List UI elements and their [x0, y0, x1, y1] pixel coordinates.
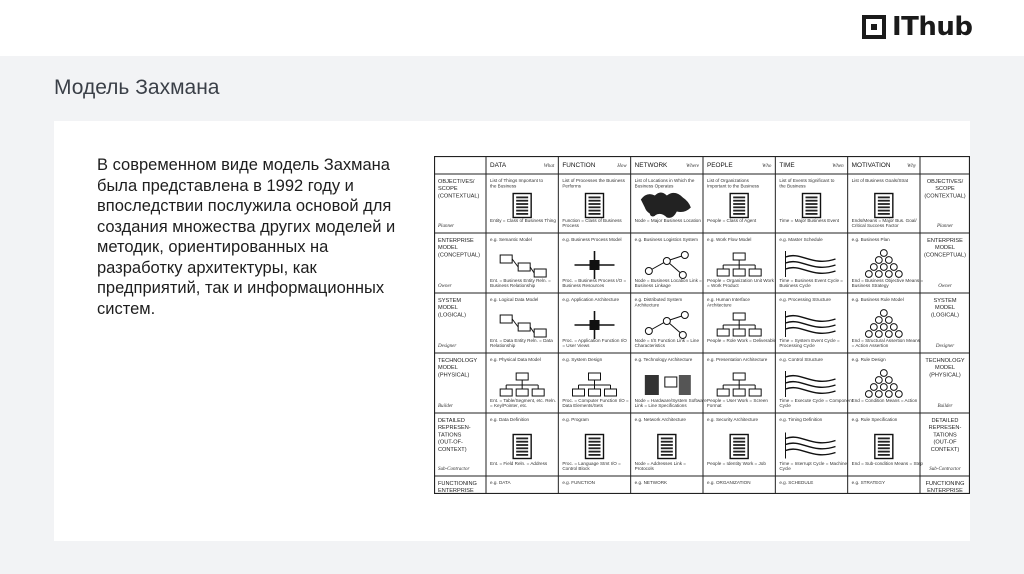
- cell-caption: Time = Execute Cycle = Component: [779, 398, 853, 403]
- cell-heading: e.g. System Design: [562, 357, 603, 362]
- row-label-right: MODEL: [935, 305, 955, 312]
- cell-heading: List of Things Important to: [490, 178, 544, 183]
- slide-title: Модель Захмана: [54, 76, 220, 99]
- row-label-left: (LOGICAL): [438, 312, 466, 319]
- cell-heading: e.g. Technology Architecture: [634, 357, 693, 362]
- cell-caption: Ent. = Business Entity Reln. =: [490, 278, 551, 283]
- cell-caption: Time = Major Business Event: [779, 218, 840, 223]
- column-question: Where: [686, 164, 699, 169]
- cell-caption: Node = Hardware/System Software: [634, 398, 707, 403]
- column-header-function: FUNCTION: [562, 162, 596, 169]
- cell-heading: e.g. Program: [562, 417, 589, 422]
- logo-square-icon: [862, 15, 886, 39]
- row-role: Planner: [438, 224, 455, 229]
- cell-caption: Critical Success Factor: [851, 223, 899, 229]
- row-role-right: Sub-Contractor: [929, 467, 961, 472]
- row-label-right: MODEL: [935, 245, 955, 252]
- row-label-right: DETAILED: [931, 418, 959, 424]
- row-label-left: MODEL: [438, 305, 458, 312]
- cell-heading: e.g. Business Logistics System: [634, 237, 698, 242]
- cell-caption: Ends/Means = Major Bus. Goal/: [851, 218, 917, 223]
- cell-diagram: [513, 435, 531, 459]
- row-role-right: Planner: [936, 224, 954, 229]
- row-label-left: TATIONS: [438, 432, 462, 439]
- cell-caption: Node = Business Location Link =: [634, 278, 702, 283]
- cell-caption: Proc. = Language Stmt I/O =: [562, 461, 621, 466]
- row-label-right: (LOGICAL): [931, 312, 959, 319]
- row-label-left: (PHYSICAL): [438, 372, 470, 379]
- cell-caption: Business Cycle: [779, 283, 811, 289]
- cell-caption: Format: [707, 403, 722, 409]
- zachman-framework-figure: [434, 156, 970, 494]
- row-label-right: (CONCEPTUAL): [924, 252, 966, 259]
- cell-heading: e.g. Semantic Model: [490, 237, 532, 242]
- cell-caption: Characteristics: [634, 343, 666, 349]
- brand-logo[interactable]: [862, 12, 973, 42]
- cell-caption: Node = Major Business Location: [634, 218, 701, 223]
- cell-caption: End = Structural Assertion Means: [851, 338, 920, 343]
- cell-caption: Time = Interrupt Cycle = Machine: [779, 461, 848, 466]
- cell-diagram: [875, 435, 893, 459]
- cell-caption: Time = Business Event Cycle =: [779, 278, 844, 283]
- cell-caption: Time = System Event Cycle =: [779, 338, 840, 343]
- row-label-right: TATIONS: [933, 432, 957, 439]
- row-label-right: TECHNOLOGY: [925, 358, 965, 364]
- column-question: Why: [907, 164, 916, 169]
- row-label-left: MODEL: [438, 245, 458, 252]
- cell-caption: = Key/Pointer, etc.: [490, 403, 528, 409]
- cell-caption: Node = I/S Function Link = Line: [634, 338, 700, 343]
- row-label-left: FUNCTIONING: [438, 481, 477, 487]
- cell-caption: = Work Product: [707, 283, 739, 289]
- cell-heading: e.g. Logical Data Model: [490, 297, 539, 302]
- row-role: Owner: [438, 284, 452, 289]
- cell-heading: e.g. Physical Data Model: [490, 357, 541, 362]
- column-header-people: PEOPLE: [707, 162, 733, 169]
- cell-diagram: [730, 194, 748, 218]
- cell-heading: e.g. STRATEGY: [851, 480, 886, 485]
- cell-caption: Data Elements/Sets: [562, 403, 603, 409]
- row-label-left: SYSTEM: [438, 298, 462, 304]
- row-label-left: TECHNOLOGY: [438, 358, 478, 364]
- cell-caption: Protocols: [634, 466, 654, 472]
- cell-heading: e.g. Presentation Architecture: [707, 357, 768, 362]
- cell-diagram: [658, 435, 676, 459]
- cell-diagram: [586, 435, 604, 459]
- cell-diagram: [586, 194, 604, 218]
- cell-heading: List of Organizations: [707, 178, 749, 183]
- cell-caption: Proc. = Computer Function I/O =: [562, 398, 629, 403]
- row-label-right: ENTERPRISE: [927, 488, 963, 494]
- cell-heading: the Business: [490, 183, 517, 189]
- row-label-left: ENTERPRISE: [438, 488, 474, 494]
- cell-caption: Business Relationship: [490, 283, 536, 289]
- row-label-right: (PHYSICAL): [929, 372, 961, 379]
- logo-text: IThub: [892, 12, 973, 42]
- column-question: What: [543, 164, 555, 169]
- cell-caption: Business Resources: [562, 283, 605, 289]
- row-label-right: REPRESEN-: [928, 425, 962, 432]
- cell-caption: End = Business Objective Means =: [851, 278, 924, 283]
- cell-heading: e.g. Security Architecture: [707, 417, 759, 422]
- cell-caption: Ent. = Data Entity Reln. = Data: [490, 338, 553, 343]
- cell-heading: List of Events Significant to: [779, 178, 835, 183]
- cell-heading: e.g. FUNCTION: [562, 480, 596, 485]
- row-label-right: ENTERPRISE: [927, 238, 963, 244]
- cell-caption: Node = Addresses Link =: [634, 461, 687, 466]
- cell-heading: Architecture: [707, 302, 732, 308]
- column-question: When: [832, 164, 844, 169]
- cell-heading: e.g. Business Plan: [851, 237, 890, 242]
- row-label-left: SCOPE: [438, 186, 458, 193]
- row-label-left: ENTERPRISE: [438, 238, 474, 244]
- row-label-left: (OUT-OF-: [438, 439, 463, 446]
- row-label-right: FUNCTIONING: [925, 481, 965, 487]
- cell-heading: e.g. Rule Design: [851, 357, 886, 362]
- cell-caption: Relationship: [490, 343, 516, 349]
- row-label-right: OBJECTIVES/: [926, 179, 964, 185]
- cell-heading: e.g. Network Architecture: [634, 417, 686, 422]
- row-role: Sub-Contractor: [438, 467, 470, 472]
- cell-caption: Function = Class of Business: [562, 218, 622, 223]
- cell-heading: List of Business Goals/Strat: [851, 178, 909, 183]
- column-header-network: NETWORK: [634, 162, 668, 169]
- cell-heading: e.g. Processing Structure: [779, 297, 831, 302]
- cell-caption: Link = Line Specifications: [634, 403, 687, 409]
- cell-heading: e.g. NETWORK: [634, 480, 668, 485]
- row-label-right: SYSTEM: [933, 298, 957, 304]
- row-label-right: (CONTEXTUAL): [924, 193, 966, 200]
- column-header-time: TIME: [779, 162, 795, 169]
- cell-caption: People = Class of Agent: [707, 218, 757, 223]
- cell-diagram: [513, 194, 531, 218]
- row-label-right: MODEL: [935, 365, 955, 372]
- row-role-right: Builder: [937, 404, 953, 409]
- cell-heading: e.g. Business Process Model: [562, 237, 622, 242]
- cell-heading: List of Processes the Business: [562, 178, 625, 183]
- cell-heading: e.g. Application Architecture: [562, 297, 620, 302]
- cell-caption: People = Organization Unit Work: [707, 278, 774, 283]
- cell-caption: People = User Work = Screen: [707, 398, 768, 403]
- cell-heading: e.g. SCHEDULE: [779, 480, 814, 485]
- row-label-left: DETAILED: [438, 418, 465, 424]
- cell-heading: e.g. ORGANIZATION: [707, 480, 751, 485]
- cell-heading: e.g. Distributed System: [634, 297, 683, 302]
- cell-heading: the Business: [779, 183, 806, 189]
- row-label-left: REPRESEN-: [438, 425, 471, 432]
- cell-caption: Processing Cycle: [779, 343, 815, 349]
- cell-caption: People = Role Work = Deliverable: [707, 338, 777, 343]
- row-role: Builder: [438, 404, 453, 409]
- cell-caption: Proc. = Business Process I/O =: [562, 278, 627, 283]
- cell-heading: List of Locations in Which the: [634, 178, 695, 183]
- row-role-right: Owner: [938, 284, 952, 289]
- cell-caption: Business Linkage: [634, 283, 671, 289]
- row-label-left: OBJECTIVES/: [438, 179, 475, 185]
- cell-heading: e.g. Human Interface: [707, 297, 750, 302]
- cell-caption: Proc. = Application Function I/O: [562, 338, 627, 343]
- cell-caption: Process: [562, 223, 579, 229]
- cell-diagram: [730, 435, 748, 459]
- row-label-left: CONTEXT): [438, 446, 467, 453]
- cell-heading: Performs: [562, 183, 581, 189]
- cell-heading: e.g. Control Structure: [779, 357, 824, 362]
- cell-heading: e.g. DATA: [490, 480, 511, 485]
- slide-body-text: В современном виде модель Захмана была представлена в 1992 году и впоследствии послужила основой для создания множества других моделей и методик, ориентированных на разработку архитектуры, как предприятий, так и информационных систем.: [97, 156, 396, 318]
- cell-caption: Cycle: [779, 466, 791, 472]
- cell-caption: Ent. = Field Reln. = Address: [490, 461, 548, 466]
- row-label-right: CONTEXT): [930, 446, 960, 453]
- cell-diagram: [875, 194, 893, 218]
- cell-heading: e.g. Work Flow Model: [707, 237, 752, 242]
- row-label-left: MODEL: [438, 365, 458, 372]
- cell-heading: e.g. Timing Definition: [779, 417, 823, 422]
- cell-heading: e.g. Data Definition: [490, 417, 530, 422]
- cell-caption: = Action Assertion: [851, 343, 889, 349]
- cell-caption: Business Strategy: [851, 283, 889, 289]
- row-label-right: SCOPE: [935, 186, 955, 193]
- cell-caption: = User Views: [562, 343, 590, 349]
- cell-heading: e.g. Rule Specification: [851, 417, 898, 422]
- column-header-data: DATA: [490, 162, 507, 169]
- column-question: Who: [762, 164, 772, 169]
- cell-caption: End = Condition Means = Action: [851, 398, 918, 403]
- cell-caption: Control Block: [562, 466, 590, 472]
- column-header-motivation: MOTIVATION: [851, 162, 891, 169]
- cell-caption: Ent. = Table/Segment, etc. Reln.: [490, 398, 556, 403]
- cell-caption: People = Identity Work = Job: [707, 461, 766, 466]
- column-question: How: [617, 164, 627, 169]
- cell-heading: e.g. Business Rule Model: [851, 297, 904, 302]
- cell-heading: Business Operates: [634, 183, 674, 189]
- cell-heading: Architecture: [634, 302, 660, 308]
- cell-caption: Entity = Class of Business Thing: [490, 218, 556, 223]
- cell-heading: Important to the Business: [707, 183, 760, 189]
- cell-caption: End = Sub-condition Means = Step: [851, 461, 923, 466]
- row-label-left: (CONTEXTUAL): [438, 193, 480, 200]
- cell-heading: e.g. Master Schedule: [779, 237, 823, 242]
- cell-diagram: [803, 194, 821, 218]
- cell-caption: Cycle: [779, 403, 791, 409]
- row-role: Designer: [438, 344, 457, 349]
- row-role-right: Designer: [935, 344, 955, 349]
- row-label-left: (CONCEPTUAL): [438, 252, 480, 259]
- row-label-right: (OUT-OF: [933, 439, 957, 446]
